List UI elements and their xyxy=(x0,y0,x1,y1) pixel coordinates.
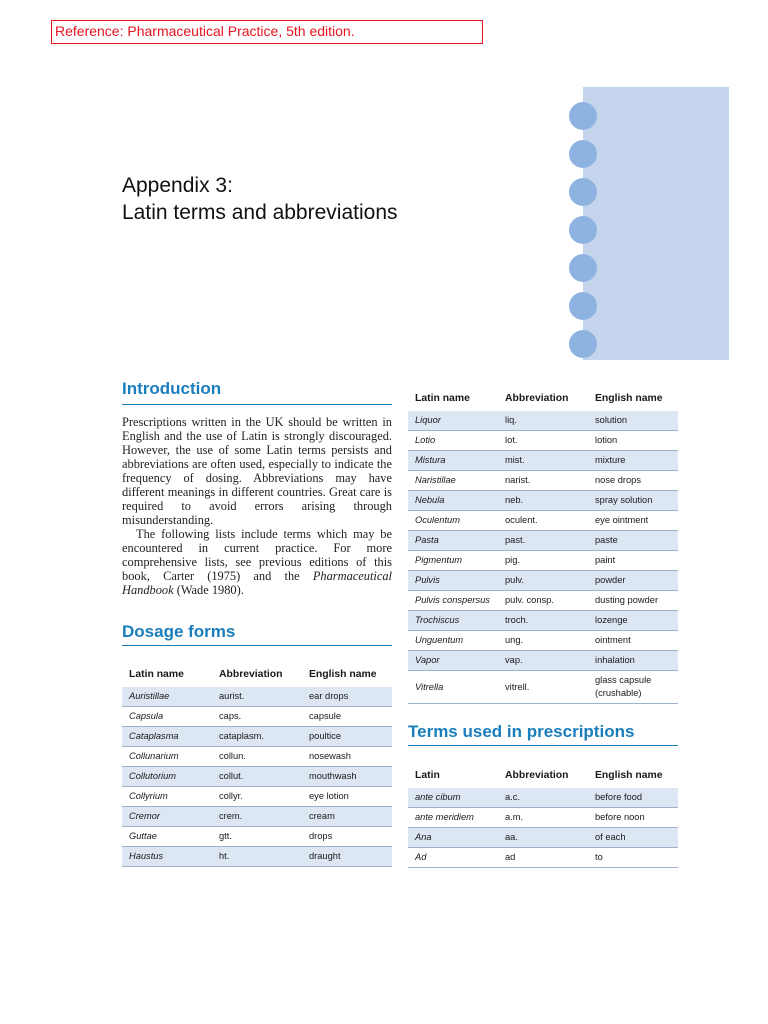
english-name-cell: nose drops xyxy=(588,471,678,491)
abbreviation-cell: caps. xyxy=(212,707,302,727)
table-header-row xyxy=(122,661,392,687)
table-row xyxy=(122,827,392,847)
abbreviation-cell: pulv. xyxy=(498,571,588,591)
latin-name-cell: Pasta xyxy=(408,531,498,551)
table-row xyxy=(408,431,678,451)
table-row xyxy=(122,747,392,767)
decorative-dot xyxy=(569,216,597,244)
latin-name-cell: Pigmentum xyxy=(408,551,498,571)
abbreviation-cell: mist. xyxy=(498,451,588,471)
english-name-cell: powder xyxy=(588,571,678,591)
dosage-forms-rule xyxy=(122,645,392,646)
decorative-dot xyxy=(569,254,597,282)
latin-name-cell: Mistura xyxy=(408,451,498,471)
dosage-forms-table xyxy=(122,661,392,867)
latin-name-cell: ante cibum xyxy=(408,788,498,808)
english-name-cell: mouthwash xyxy=(302,767,392,787)
abbreviation-cell: vitrell. xyxy=(498,671,588,704)
reference-note: Reference: Pharmaceutical Practice, 5th edition. xyxy=(51,20,483,44)
english-name-cell: drops xyxy=(302,827,392,847)
title-line-2: Latin terms and abbreviations xyxy=(122,201,398,224)
abbreviation-cell: pig. xyxy=(498,551,588,571)
table-row xyxy=(408,411,678,431)
table-row xyxy=(122,707,392,727)
abbreviation-cell: past. xyxy=(498,531,588,551)
dosage-forms-heading: Dosage forms xyxy=(122,622,236,641)
latin-name-cell: ante meridiem xyxy=(408,808,498,828)
table-row xyxy=(408,611,678,631)
latin-name-cell: Guttae xyxy=(122,827,212,847)
table-row xyxy=(408,571,678,591)
table-row xyxy=(122,847,392,867)
decorative-dot xyxy=(569,140,597,168)
latin-name-cell: Auristillae xyxy=(122,687,212,707)
table-row xyxy=(122,687,392,707)
latin-name-cell: Cataplasma xyxy=(122,727,212,747)
prescription-terms-heading: Terms used in prescriptions xyxy=(408,722,635,741)
english-name-cell: before noon xyxy=(588,808,678,828)
column-header: English name xyxy=(588,385,678,411)
prescription-terms-table xyxy=(408,762,678,868)
latin-name-cell: Liquor xyxy=(408,411,498,431)
introduction-heading: Introduction xyxy=(122,379,222,398)
latin-name-cell: Pulvis conspersus xyxy=(408,591,498,611)
english-name-cell: spray solution xyxy=(588,491,678,511)
table-row xyxy=(408,511,678,531)
english-name-cell: solution xyxy=(588,411,678,431)
decorative-dot xyxy=(569,330,597,358)
column-header: English name xyxy=(302,661,392,687)
decorative-dot xyxy=(569,102,597,130)
latin-name-cell: Pulvis xyxy=(408,571,498,591)
paragraph-2-start: The following lists include terms which may be encountered in current practice. For more comprehensive lists, see previous editions of this book, Carter (1975) and the xyxy=(122,527,392,583)
latin-name-cell: Oculentum xyxy=(408,511,498,531)
table-row xyxy=(408,828,678,848)
english-name-cell: poultice xyxy=(302,727,392,747)
dosage-forms-continued-table xyxy=(408,385,678,704)
table-row xyxy=(408,491,678,511)
table-row xyxy=(122,767,392,787)
english-name-cell: ear drops xyxy=(302,687,392,707)
table-row xyxy=(408,848,678,868)
latin-name-cell: Lotio xyxy=(408,431,498,451)
abbreviation-cell: troch. xyxy=(498,611,588,631)
english-name-cell: cream xyxy=(302,807,392,827)
table-row xyxy=(408,531,678,551)
column-header: Abbreviation xyxy=(498,385,588,411)
english-name-cell: lotion xyxy=(588,431,678,451)
decorative-panel xyxy=(583,87,729,360)
column-header: Abbreviation xyxy=(498,762,588,788)
latin-name-cell: Collyrium xyxy=(122,787,212,807)
table-row xyxy=(408,451,678,471)
abbreviation-cell: ung. xyxy=(498,631,588,651)
table-row xyxy=(122,807,392,827)
latin-name-cell: Capsula xyxy=(122,707,212,727)
latin-name-cell: Collunarium xyxy=(122,747,212,767)
table-row xyxy=(122,787,392,807)
english-name-cell: paint xyxy=(588,551,678,571)
english-name-cell: lozenge xyxy=(588,611,678,631)
abbreviation-cell: lot. xyxy=(498,431,588,451)
latin-name-cell: Nebula xyxy=(408,491,498,511)
abbreviation-cell: ht. xyxy=(212,847,302,867)
column-header: Latin name xyxy=(122,661,212,687)
english-name-cell: before food xyxy=(588,788,678,808)
english-name-cell: inhalation xyxy=(588,651,678,671)
abbreviation-cell: aa. xyxy=(498,828,588,848)
english-name-cell: capsule xyxy=(302,707,392,727)
abbreviation-cell: a.m. xyxy=(498,808,588,828)
english-name-cell: eye ointment xyxy=(588,511,678,531)
table-row xyxy=(408,551,678,571)
table-row xyxy=(122,727,392,747)
abbreviation-cell: narist. xyxy=(498,471,588,491)
latin-name-cell: Ad xyxy=(408,848,498,868)
abbreviation-cell: neb. xyxy=(498,491,588,511)
table-row xyxy=(408,631,678,651)
column-header: Latin name xyxy=(408,385,498,411)
latin-name-cell: Vapor xyxy=(408,651,498,671)
abbreviation-cell: gtt. xyxy=(212,827,302,847)
english-name-cell: to xyxy=(588,848,678,868)
latin-name-cell: Vitrella xyxy=(408,671,498,704)
column-header: Abbreviation xyxy=(212,661,302,687)
table-row xyxy=(408,671,678,704)
abbreviation-cell: aurist. xyxy=(212,687,302,707)
paragraph-2-end: (Wade 1980). xyxy=(173,583,244,597)
english-name-cell: ointment xyxy=(588,631,678,651)
latin-name-cell: Trochiscus xyxy=(408,611,498,631)
table-header-row xyxy=(408,762,678,788)
abbreviation-cell: a.c. xyxy=(498,788,588,808)
abbreviation-cell: collyr. xyxy=(212,787,302,807)
latin-name-cell: Haustus xyxy=(122,847,212,867)
handbook-title: Pharmaceutical Handbook xyxy=(122,569,392,597)
abbreviation-cell: collut. xyxy=(212,767,302,787)
prescription-terms-rule xyxy=(408,745,678,746)
abbreviation-cell: crem. xyxy=(212,807,302,827)
introduction-text xyxy=(122,415,392,597)
english-name-cell: nosewash xyxy=(302,747,392,767)
abbreviation-cell: vap. xyxy=(498,651,588,671)
abbreviation-cell: liq. xyxy=(498,411,588,431)
column-header: English name xyxy=(588,762,678,788)
latin-name-cell: Cremor xyxy=(122,807,212,827)
english-name-cell: paste xyxy=(588,531,678,551)
table-row xyxy=(408,651,678,671)
title-line-1: Appendix 3: xyxy=(122,174,233,197)
english-name-cell: eye lotion xyxy=(302,787,392,807)
table-header-row xyxy=(408,385,678,411)
abbreviation-cell: ad xyxy=(498,848,588,868)
english-name-cell: glass capsule (crushable) xyxy=(588,671,678,704)
table-row xyxy=(408,471,678,491)
abbreviation-cell: pulv. consp. xyxy=(498,591,588,611)
table-row xyxy=(408,808,678,828)
latin-name-cell: Naristillae xyxy=(408,471,498,491)
abbreviation-cell: oculent. xyxy=(498,511,588,531)
page-title xyxy=(122,172,398,226)
introduction-paragraph-2 xyxy=(122,527,392,597)
latin-name-cell: Collutorium xyxy=(122,767,212,787)
decorative-dot xyxy=(569,292,597,320)
table-row xyxy=(408,591,678,611)
english-name-cell: mixture xyxy=(588,451,678,471)
latin-name-cell: Unguentum xyxy=(408,631,498,651)
table-row xyxy=(408,788,678,808)
english-name-cell: draught xyxy=(302,847,392,867)
abbreviation-cell: collun. xyxy=(212,747,302,767)
english-name-cell: of each xyxy=(588,828,678,848)
introduction-paragraph-1: Prescriptions written in the UK should be written in English and the use of Latin is strongly discouraged. However, the use of some Latin terms persists and abbreviations are often used, especially to indicate the frequency of dosing. Abbreviations may have different meanings in different countries. Great care is required to avoid errors arising through misunderstanding. xyxy=(122,415,392,527)
decorative-dot xyxy=(569,178,597,206)
latin-name-cell: Ana xyxy=(408,828,498,848)
introduction-rule xyxy=(122,404,392,405)
abbreviation-cell: cataplasm. xyxy=(212,727,302,747)
english-name-cell: dusting powder xyxy=(588,591,678,611)
column-header: Latin xyxy=(408,762,498,788)
